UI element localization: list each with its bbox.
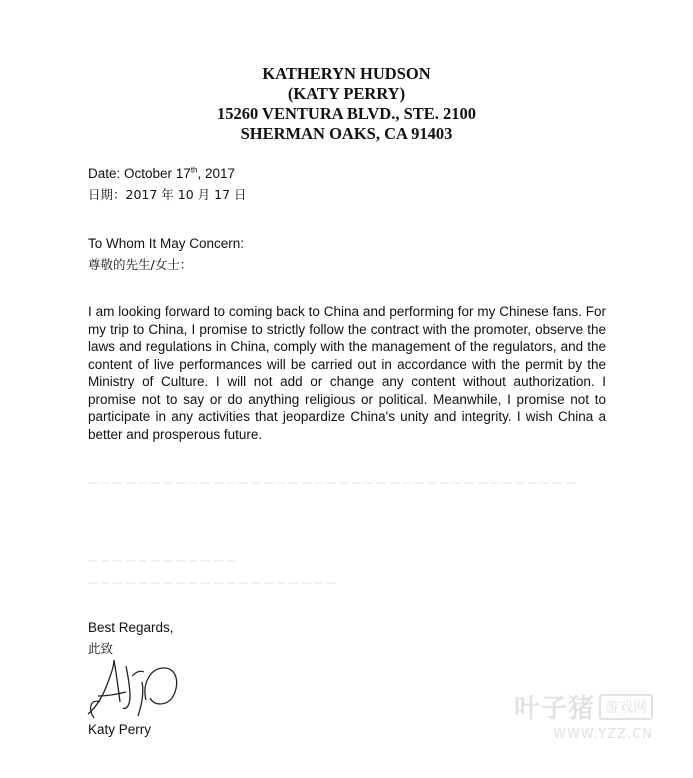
watermark-url: WWW.YZZ.CN [553, 727, 653, 742]
watermark-logo-text: 叶子猪 [513, 694, 595, 724]
sender-address-line1: 15260 VENTURA BLVD., STE. 2100 [216, 104, 477, 123]
sender-address-line2: SHERMAN OAKS, CA 91403 [240, 124, 453, 143]
signer-name: Katy Perry [88, 722, 152, 737]
closing-cn: 此致 [88, 641, 114, 656]
ghost-text-line: ▁ ▁ ▁ ▁ ▁ ▁ ▁ ▁ ▁ ▁ ▁ ▁ ▁ ▁ ▁ ▁ ▁ ▁ ▁ ▁ ▁ ▁ ▁ ▁ ▁ ▁ ▁ ▁ ▁ ▁ ▁ ▁ ▁ ▁ ▁ ▁ ▁ ▁ ▁ [88, 470, 575, 484]
site-watermark [514, 688, 653, 742]
ghost-text-line: ▁ ▁ ▁ ▁ ▁ ▁ ▁ ▁ ▁ ▁ ▁ ▁ [88, 548, 236, 562]
sender-name: KATHERYN HUDSON [262, 64, 431, 83]
date-line-cn: 日期：2017 年 10 月 17 日 [88, 187, 247, 202]
salutation-cn: 尊敬的先生/女士： [88, 257, 193, 272]
date-year: , 2017 [197, 166, 236, 181]
date-prefix: Date: October 17 [88, 166, 191, 181]
closing-en: Best Regards, [88, 620, 174, 635]
letter-body: I am looking forward to coming back to China and performing for my Chinese fans. For my trip to China, I promise to strictly follow the contract with the promoter, observe the laws and regulations in China, comply with the management of the regulators, and the content of live performances will be carried out in accordance with the permit by the Ministry of Culture. I will not add or change any content without authorization. I promise not to say or do anything religious or political. Meanwhile, I promise not to participate in any activities that jeopardize China's unity and integrity. I wish China a better and prosperous future. [88, 304, 606, 442]
salutation-en: To Whom It May Concern: [88, 236, 245, 251]
date-line [88, 166, 235, 181]
date-ordinal: th [190, 165, 198, 175]
ghost-text-line: ▁ ▁ ▁ ▁ ▁ ▁ ▁ ▁ ▁ ▁ ▁ ▁ ▁ ▁ ▁ ▁ ▁ ▁ ▁ ▁ [88, 570, 336, 584]
letterhead [0, 64, 693, 144]
watermark-badge: 游戏网 [599, 694, 653, 720]
handwritten-signature [80, 652, 190, 732]
sender-alias: (KATY PERRY) [287, 84, 406, 103]
